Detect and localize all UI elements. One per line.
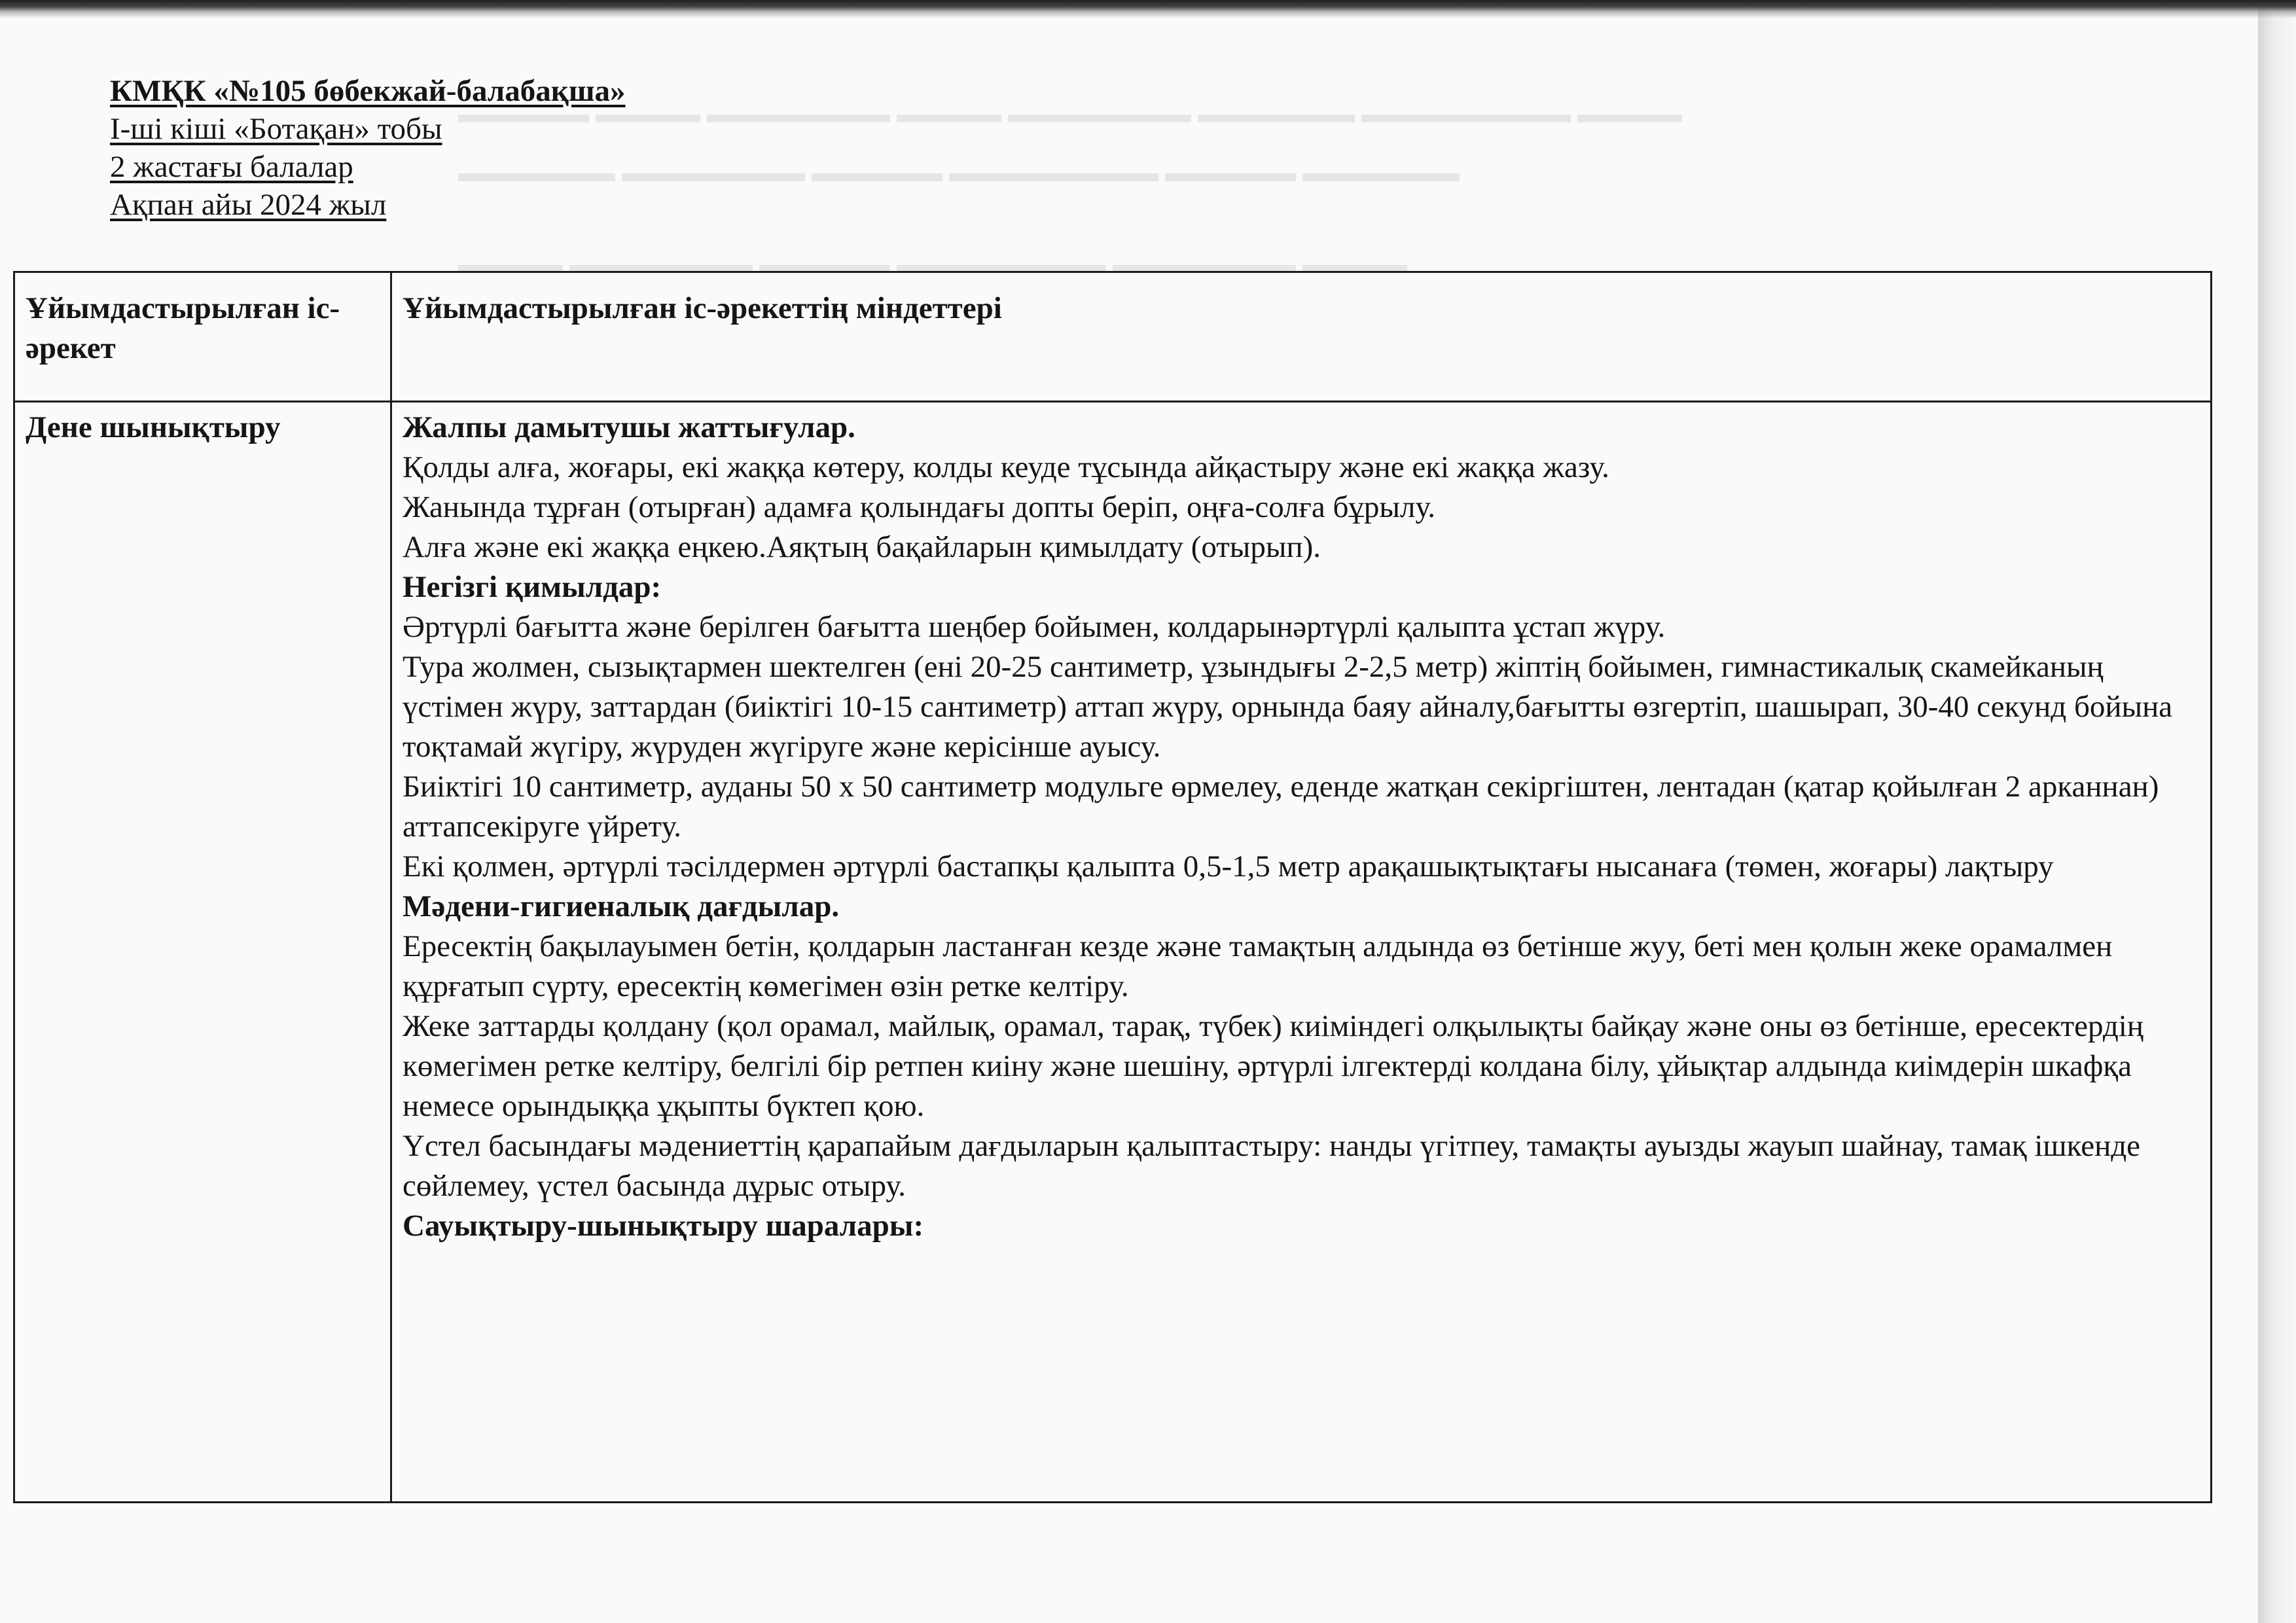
task-line: Екі қолмен, әртүрлі тәсілдермен әртүрлі бастапқы қалыпта 0,5-1,5 метр арақашықтықтағы нысанаға (төмен, жоғары) лақтыру: [403, 849, 2054, 883]
tasks-cell: [391, 402, 2212, 1503]
section-title-hygiene-skills: Мәдени-гигиеналық дағдылар.: [403, 889, 840, 923]
section-title-basic-movements: Негізгі қимылдар:: [403, 570, 662, 604]
section-title-general-exercises: Жалпы дамытушы жаттығулар.: [403, 410, 855, 444]
task-line: Жеке заттарды қолдану (қол орамал, майлық, орамал, тарақ, түбек) киіміндегі олқылықты байқау және оны өз бетінше, ересектердің көмегімен ретке келтіру, белгілі бір ретпен киіну және шешіну, әртүрлі ілгектерді колдана білу, ұйықтар алдында киімдерін шкафқа немесе орындыққа ұқыпты бүктеп қою.: [403, 1009, 2144, 1123]
document-header: [110, 72, 626, 224]
column-header-tasks: Ұйымдастырылған іс-әрекеттің міндеттері: [391, 272, 2212, 402]
task-line: Жанында тұрған (отырған) адамға қолындағы допты беріп, оңға-солға бұрылу.: [403, 490, 1435, 524]
period: Ақпан айы 2024 жыл: [110, 188, 387, 222]
table-row: [14, 402, 2212, 1503]
task-line: Алға және екі жаққа еңкею.Аяқтың бақайларын қимылдату (отырып).: [403, 530, 1321, 564]
age-group: 2 жастағы балалар: [110, 150, 353, 184]
task-line: Үстел басындағы мәдениеттің қарапайым дағдыларын қалыптастыру: нанды үгітпеу, тамақты ауызды жауып шайнау, тамақ ішкенде сөйлемеу, үстел басында дұрыс отыру.: [403, 1129, 2141, 1203]
section-title-health-activities: Сауықтыру-шынықтыру шаралары:: [403, 1209, 924, 1243]
plan-table: [13, 271, 2212, 1503]
table-header-row: [14, 272, 2212, 402]
organization-name: КМҚК «№105 бөбекжай-балабақша»: [110, 74, 626, 108]
scan-shadow: [0, 0, 2296, 18]
task-line: Әртүрлі бағытта және берілген бағытта шеңбер бойымен, колдарынәртүрлі қалыпта ұстап жүру.: [403, 610, 1666, 644]
task-line: Қолды алға, жоғары, екі жаққа көтеру, колды кеуде тұсында айқастыру және екі жаққа жазу.: [403, 450, 1609, 484]
group-name: І-ші кіші «Ботақан» тобы: [110, 112, 442, 146]
task-line: Ересектің бақылауымен бетін, қолдарын ластанған кезде және тамақтың алдында өз бетінше жуу, беті мен қолын жеке орамалмен құрғатып сүрту, ересектің көмегімен өзін ретке келтіру.: [403, 929, 2113, 1003]
task-line: Тура жолмен, сызықтармен шектелген (ені 20-25 сантиметр, ұзындығы 2-2,5 метр) жіптің бойымен, гимнастикалық скамейканың үстімен жүру, заттардан (биіктігі 10-15 сантиметр) аттап жүру, орнында баяу айналу,бағытты өзгертіп, шашырап, 30-40 секунд бойына тоқтамай жүгіру, жүруден жүгіруге және керісінше ауысу.: [403, 650, 2173, 764]
page-edge: [2258, 0, 2296, 1623]
column-header-activity: Ұйымдастырылған іс-әрекет: [14, 272, 391, 402]
activity-cell: Дене шынықтыру: [14, 402, 391, 1503]
task-line: Биіктігі 10 сантиметр, ауданы 50 х 50 сантиметр модульге өрмелеу, еденде жатқан секіргіштен, лентадан (қатар қойылған 2 арканнан) аттапсекіруге үйрету.: [403, 770, 2159, 844]
